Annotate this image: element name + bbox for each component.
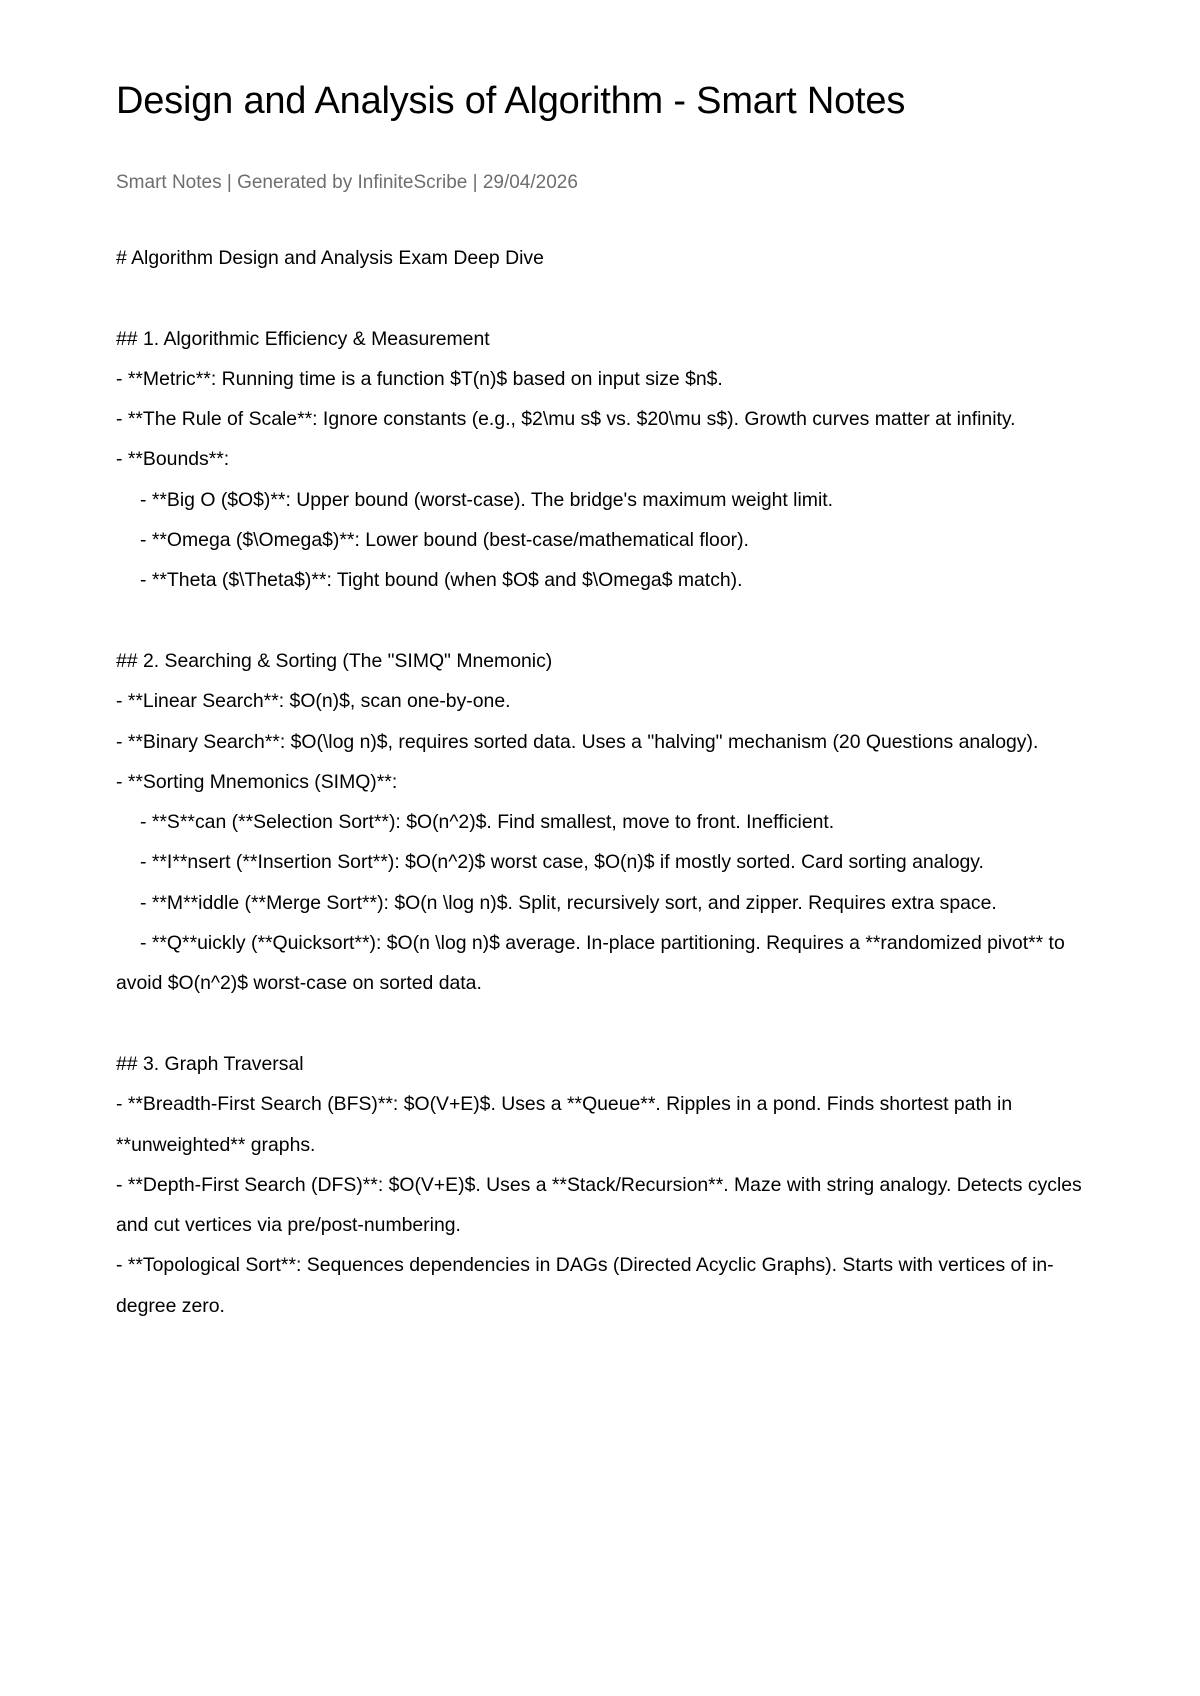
spacer (116, 1004, 1090, 1044)
document-meta: Smart Notes | Generated by InfiniteScribe | 29/04/2026 (116, 172, 578, 193)
theta-item: - **Theta ($\Theta$)**: Tight bound (when $O$ and $\Omega$ match). (140, 569, 743, 592)
spacer (116, 601, 1090, 641)
bfs-item: - **Breadth-First Search (BFS)**: $O(V+E)$. Uses a **Queue**. Ripples in a pond. Finds shortest path in **unweighted** graphs. (116, 1093, 1018, 1156)
bounds-item: - **Bounds**: (116, 448, 230, 471)
binary-search-item: - **Binary Search**: $O(\log n)$, requires sorted data. Uses a "halving" mechanism (20 Questions analogy). (116, 730, 1039, 753)
selection-sort-item: - **S**can (**Selection Sort**): $O(n^2)$. Find smallest, move to front. Inefficient. (140, 811, 835, 834)
dfs-item: - **Depth-First Search (DFS)**: $O(V+E)$. Uses a **Stack/Recursion**. Maze with string analogy. Detects cycles and cut vertices via pre/post-numbering. (116, 1173, 1088, 1237)
section-2-heading: ## 2. Searching & Sorting (The "SIMQ" Mnemonic) (116, 649, 553, 672)
insertion-sort-item: - **I**nsert (**Insertion Sort**): $O(n^2)$ worst case, $O(n)$ if mostly sorted. Card sorting analogy. (140, 851, 984, 874)
linear-search-item: - **Linear Search**: $O(n)$, scan one-by-one. (116, 690, 511, 713)
topological-sort-item: - **Topological Sort**: Sequences dependencies in DAGs (Directed Acyclic Graphs). Starts with vertices of in-degree zero. (116, 1254, 1054, 1317)
document-body (116, 238, 1090, 1326)
sorting-mnemonics-item: - **Sorting Mnemonics (SIMQ)**: (116, 770, 398, 793)
merge-sort-item: - **M**iddle (**Merge Sort**): $O(n \log n)$. Split, recursively sort, and zipper. Requires extra space. (140, 891, 997, 914)
quicksort-item: - **Q**uickly (**Quicksort**): $O(n \log n)$ average. In-place partitioning. Requires a **randomized pivot** to avoid $O(n^2)$ worst-case on sorted data. (116, 932, 1071, 995)
big-o-item: - **Big O ($O$)**: Upper bound (worst-case). The bridge's maximum weight limit. (140, 488, 834, 511)
section-1-heading: ## 1. Algorithmic Efficiency & Measurement (116, 327, 490, 350)
omega-item: - **Omega ($\Omega$)**: Lower bound (best-case/mathematical floor). (140, 529, 749, 552)
metric-item: - **Metric**: Running time is a function $T(n)$ based on input size $n$. (116, 367, 723, 390)
rule-of-scale-item: - **The Rule of Scale**: Ignore constants (e.g., $2\mu s$ vs. $20\mu s$). Growth curves matter at infinity. (116, 408, 1016, 431)
section-3-heading: ## 3. Graph Traversal (116, 1052, 304, 1075)
main-heading: # Algorithm Design and Analysis Exam Deep Dive (116, 247, 544, 269)
spacer (116, 278, 1090, 318)
document-title: Design and Analysis of Algorithm - Smart Notes (116, 80, 906, 122)
